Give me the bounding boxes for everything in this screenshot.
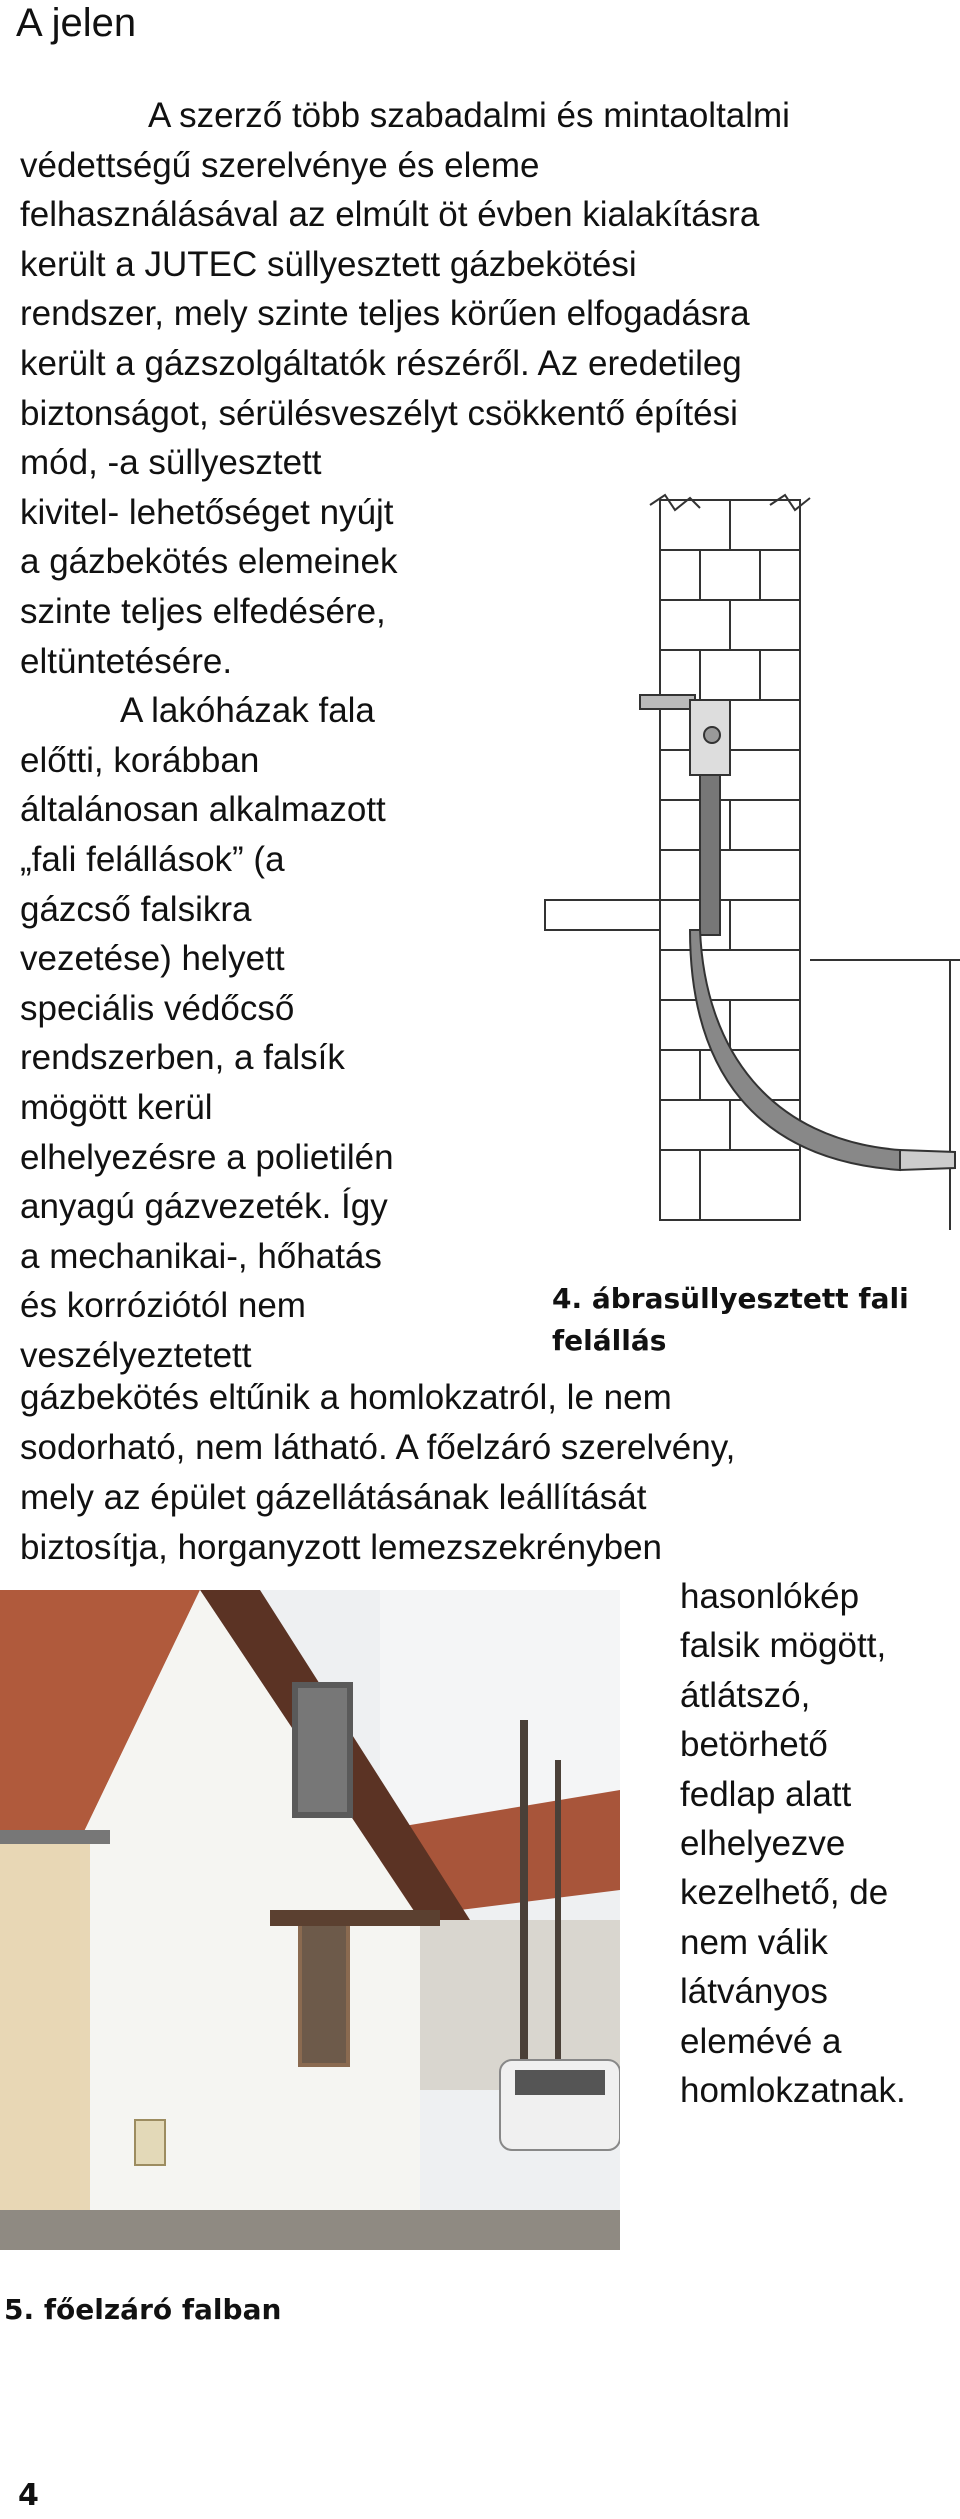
text-line: szinte teljes elfedésére, xyxy=(20,592,386,631)
figure-4-caption-line1: 4. ábrasüllyesztett fali xyxy=(552,1282,909,1315)
text-line: gázbekötés eltűnik a homlokzatról, le nem xyxy=(20,1378,672,1417)
text-line: felhasználásával az elmúlt öt évben kialakításra xyxy=(20,195,760,235)
text-line: homlokzatnak. xyxy=(680,2071,906,2110)
text-line: betörhető xyxy=(680,1725,828,1765)
text-line: védettségű szerelvénye és eleme xyxy=(20,145,540,185)
figure-4-caption-line2: felállás xyxy=(552,1324,667,1357)
text-line: vezetése) helyett xyxy=(20,939,285,979)
text-line: gázcső falsikra xyxy=(20,889,252,929)
text-line: elhelyezésre a polietilén xyxy=(20,1137,394,1177)
text-line: falsik mögött, xyxy=(680,1626,887,1666)
text-line: a mechanikai-, hőhatás xyxy=(20,1236,382,1276)
text-line: fedlap alatt xyxy=(680,1774,852,1814)
text-line: és korróziótól nem xyxy=(20,1286,306,1326)
text-line: biztosítja, horganyzott lemezszekrényben xyxy=(20,1528,662,1567)
text-line: eltüntetésére. xyxy=(20,641,233,681)
text-line: sodorható, nem látható. A főelzáró szerelvény, xyxy=(20,1428,736,1467)
text-line: a gázbekötés elemeinek xyxy=(20,542,398,582)
text-line: A lakóházak fala xyxy=(120,691,375,731)
text-line: átlátszó, xyxy=(680,1675,811,1715)
figure-5-photo xyxy=(0,1590,620,2250)
text-line: elhelyezve xyxy=(680,1824,846,1863)
text-line: anyagú gázvezeték. Így xyxy=(20,1187,388,1227)
text-line: mely az épület gázellátásának leállítását xyxy=(20,1478,647,1517)
section-heading: A jelen xyxy=(16,1,137,45)
text-line: A szerző több szabadalmi és mintaoltalmi xyxy=(148,96,790,135)
text-line: nem válik xyxy=(680,1922,828,1962)
text-line: „fali felállások” (a xyxy=(20,840,285,879)
text-line: veszélyeztetett xyxy=(20,1336,252,1375)
text-line: kivitel- lehetőséget nyújt xyxy=(20,492,394,532)
page-number: 4 xyxy=(18,2478,39,2513)
text-line: rendszer, mely szinte teljes körűen elfogadásra xyxy=(20,294,750,334)
text-line: előtti, korábban xyxy=(20,740,260,780)
text-line: rendszerben, a falsík xyxy=(20,1038,345,1078)
text-line: elemévé a xyxy=(680,2021,842,2061)
figure-5-caption: 5. főelzáró falban xyxy=(4,2293,282,2326)
text-line: került a gázszolgáltatók részéről. Az eredetileg xyxy=(20,344,742,383)
text-line: biztonságot, sérülésveszélyt csökkentő építési xyxy=(20,393,738,433)
text-line: látványos xyxy=(680,1972,828,2012)
text-line: került a JUTEC süllyesztett gázbekötési xyxy=(20,244,637,284)
text-line: kezelhető, de xyxy=(680,1873,889,1913)
text-line: speciális védőcső xyxy=(20,988,295,1028)
figure-4-drawing xyxy=(540,490,960,1230)
text-line: mód, -a süllyesztett xyxy=(20,443,322,483)
text-line: mögött kerül xyxy=(20,1088,213,1127)
text-line: hasonlókép xyxy=(680,1577,860,1616)
text-line: általánosan alkalmazott xyxy=(20,790,386,830)
